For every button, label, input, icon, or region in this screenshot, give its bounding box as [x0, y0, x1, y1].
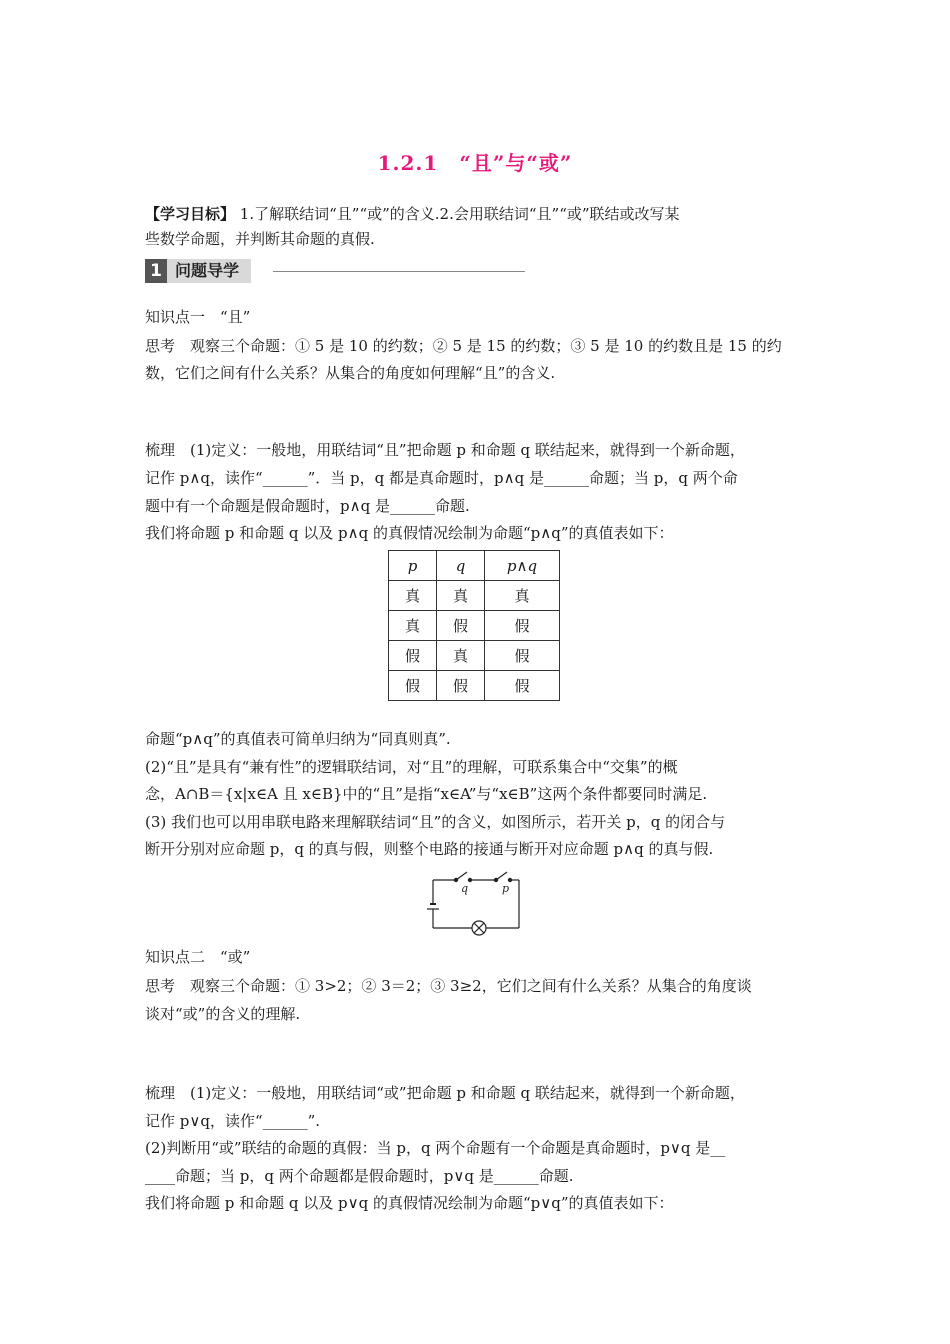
- table-cell: 假: [437, 671, 485, 701]
- table-header-row: [389, 551, 560, 581]
- kp1-sort-line-3: 题中有一个命题是假命题时，p∧q 是______命题.: [145, 497, 470, 515]
- table-cell: 假: [389, 641, 437, 671]
- kp1-p3-line-1: (3) 我们也可以用串联电路来理解联结词“且”的含义，如图所示，若开关 p，q 的闭合与: [145, 813, 726, 831]
- table-cell: 真: [437, 641, 485, 671]
- kp2-sort-line-3: (2)判断用“或”联结的命题的真假：当 p，q 两个命题有一个命题是真命题时，p∨q 是__: [145, 1139, 726, 1157]
- table-cell: 真: [389, 611, 437, 641]
- objectives-line-2: 些数学命题，并判断其命题的真假.: [145, 230, 375, 248]
- circuit-label-p: p: [502, 882, 510, 895]
- series-circuit-diagram: [425, 868, 525, 938]
- table-cell: 假: [485, 641, 560, 671]
- kp2-think-line-2: 谈对“或”的含义的理解.: [145, 1005, 301, 1023]
- table-cell: 真: [389, 581, 437, 611]
- circuit-label-q: q: [461, 882, 469, 895]
- kp1-sort-line-1: 梳理 (1)定义：一般地，用联结词“且”把命题 p 和命题 q 联结起来，就得到一个新命题，: [145, 441, 745, 459]
- objectives-line-1: [145, 202, 815, 226]
- section-rule: [273, 271, 525, 272]
- kp1-summary: 命题“p∧q”的真值表可简单归纳为“同真则真”.: [145, 730, 451, 748]
- kp1-p2-line-1: (2)“且”是具有“兼有性”的逻辑联结词，对“且”的理解，可联系集合中“交集”的概: [145, 758, 678, 776]
- truth-table-and: [388, 550, 560, 701]
- table-cell: 假: [485, 671, 560, 701]
- page-title: 1.2.1 “且”与“或”: [377, 151, 573, 175]
- table-cell: 真: [485, 581, 560, 611]
- section-number: 1: [145, 259, 167, 283]
- kp2-sort-line-2: 记作 p∨q，读作“______”.: [145, 1112, 321, 1130]
- table-row: [389, 671, 560, 701]
- table-row: [389, 581, 560, 611]
- section-header: [145, 259, 525, 283]
- kp2-sort-line-4: ____命题；当 p，q 两个命题都是假命题时，p∨q 是______命题.: [145, 1167, 574, 1185]
- kp2-sort-line-1: 梳理 (1)定义：一般地，用联结词“或”把命题 p 和命题 q 联结起来，就得到一个新命题，: [145, 1084, 745, 1102]
- objectives-text-1: 1.了解联结词“且”“或”的含义.2.会用联结词“且”“或”联结或改写某: [239, 205, 680, 223]
- kp1-heading: 知识点一 “且”: [145, 308, 251, 326]
- table-cell: 假: [485, 611, 560, 641]
- kp1-sort-line-2: 记作 p∧q，读作“______”．当 p，q 都是真命题时，p∧q 是______命题；当 p，q 两个命: [145, 469, 738, 487]
- section-label: 问题导学: [167, 259, 251, 283]
- table-cell: 假: [389, 671, 437, 701]
- kp1-p2-line-2: 念，A∩B＝{x|x∈A 且 x∈B}中的“且”是指“x∈A”与“x∈B”这两个条件都要同时满足.: [145, 785, 708, 803]
- kp1-p3-line-2: 断开分别对应命题 p，q 的真与假，则整个电路的接通与断开对应命题 p∧q 的真与假.: [145, 840, 714, 858]
- kp2-think-line-1: 思考 观察三个命题：① 3>2；② 3＝2；③ 3≥2，它们之间有什么关系？从集合的角度谈: [145, 977, 752, 995]
- table-row: [389, 611, 560, 641]
- header-q: q: [437, 551, 485, 581]
- objectives-tag: 【学习目标】: [145, 205, 236, 223]
- header-p-and-q: p∧q: [485, 551, 560, 581]
- kp2-heading: 知识点二 “或”: [145, 948, 251, 966]
- table-cell: 假: [437, 611, 485, 641]
- table-row: [389, 641, 560, 671]
- header-p: p: [389, 551, 437, 581]
- kp1-table-intro: 我们将命题 p 和命题 q 以及 p∧q 的真假情况绘制为命题“p∧q”的真值表如下：: [145, 524, 674, 542]
- kp2-table-intro: 我们将命题 p 和命题 q 以及 p∨q 的真假情况绘制为命题“p∨q”的真值表如下：: [145, 1194, 674, 1212]
- kp1-think-line-1: 思考 观察三个命题：① 5 是 10 的约数；② 5 是 15 的约数；③ 5 是 10 的约数且是 15 的约: [145, 337, 782, 355]
- kp1-think-line-2: 数，它们之间有什么关系？从集合的角度如何理解“且”的含义.: [145, 364, 556, 382]
- table-cell: 真: [437, 581, 485, 611]
